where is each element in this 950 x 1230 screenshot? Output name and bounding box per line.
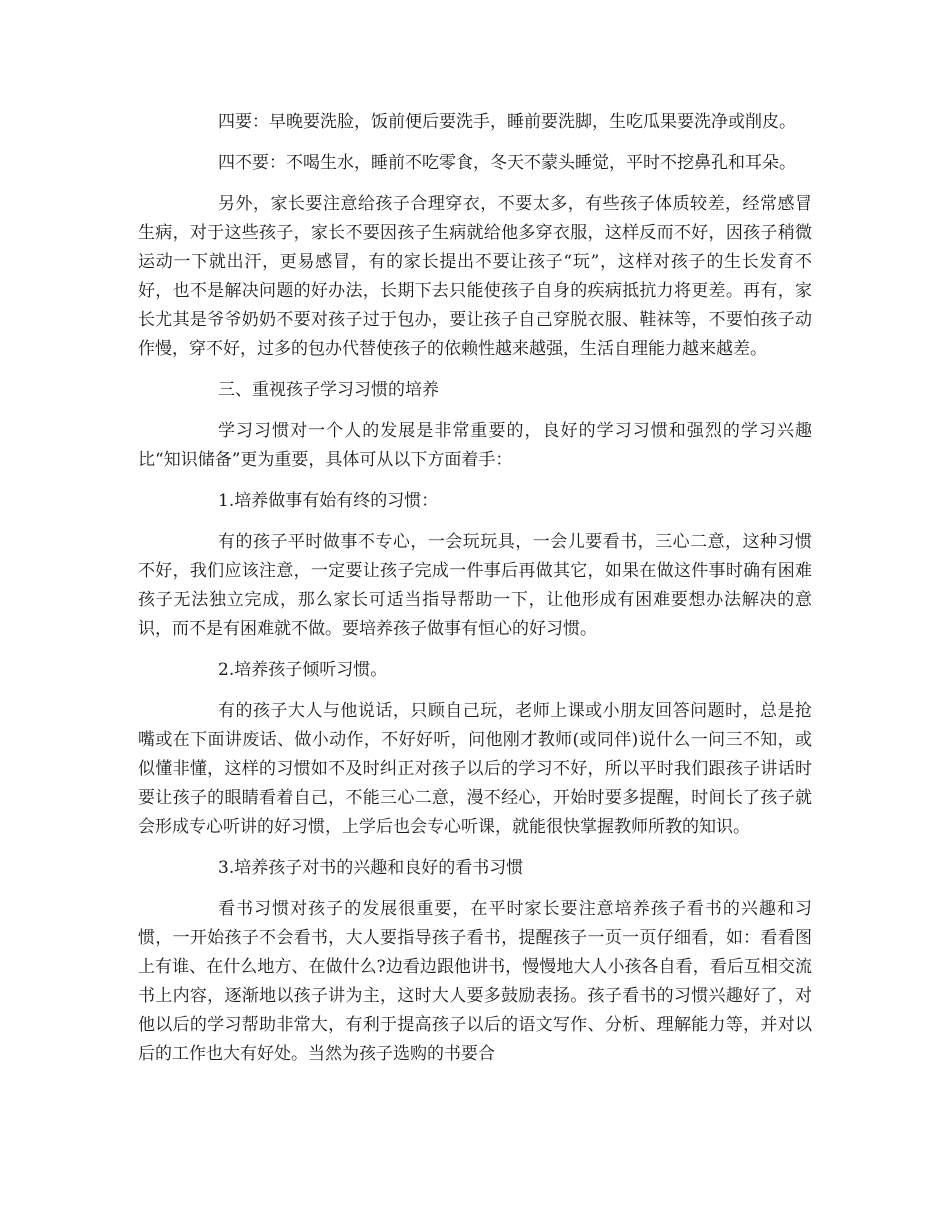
subheading-finish-tasks: 1.培养做事有始有终的习惯： (218, 491, 439, 511)
paragraph-four-dos: 四要：早晚要洗脸，饭前便后要洗手，睡前要洗脚，生吃瓜果要洗净或削皮。 (218, 112, 796, 132)
subheading-reading: 3.培养孩子对书的兴趣和良好的看书习惯 (218, 858, 524, 878)
paragraph-study-habits-intro: 学习习惯对一个人的发展是非常重要的，良好的学习习惯和强烈的学习兴趣比“知识储备”更为重要，具体可从以下方面着手： (138, 421, 812, 470)
paragraph-reading: 看书习惯对孩子的发展很重要，在平时家长要注意培养孩子看书的兴趣和习惯，一开始孩子不会看书，大人要指导孩子看书，提醒孩子一页一页仔细看，如：看看图上有谁、在什么地方、在做什么?边看边跟他讲书，慢慢地大人小孩各自看，看后互相交流书上内容，逐渐地以孩子讲为主，这时大人要多鼓励表扬。孩子看书的习惯兴趣好了，对他以后的学习帮助非常大，有利于提高孩子以后的语文写作、分析、理解能力等，并对以后的工作也大有好处。当然为孩子选购的书要合 (138, 899, 812, 1064)
paragraph-listening: 有的孩子大人与他说话，只顾自己玩，老师上课或小朋友回答问题时，总是抢嘴或在下面讲废话、做小动作，不好好听，问他刚才教师(或同伴)说什么一问三不知，或似懂非懂，这样的习惯如不及时纠正对孩子以后的学习不好，所以平时我们跟孩子讲话时要让孩子的眼睛看着自己，不能三心二意，漫不经心，开始时要多提醒，时间长了孩子就会形成专心听讲的好习惯，上学后也会专心听课，就能很快掌握教师所教的知识。 (138, 701, 812, 837)
paragraph-finish-tasks: 有的孩子平时做事不专心，一会玩玩具，一会儿要看书，三心二意，这种习惯不好，我们应该注意，一定要让孩子完成一件事后再做其它，如果在做这件事时确有困难孩子无法独立完成，那么家长可适当指导帮助一下，让他形成有困难要想办法解决的意识，而不是有困难就不做。要培养孩子做事有恒心的好习惯。 (138, 532, 812, 639)
paragraph-four-donts: 四不要：不喝生水，睡前不吃零食，冬天不蒙头睡觉，平时不挖鼻孔和耳朵。 (218, 153, 796, 173)
subheading-listening: 2.培养孩子倾听习惯。 (218, 660, 388, 680)
section-heading-study-habits: 三、重视孩子学习习惯的培养 (218, 380, 439, 400)
paragraph-clothing-advice: 另外，家长要注意给孩子合理穿衣，不要太多，有些孩子体质较差，经常感冒生病，对于这些孩子，家长不要因孩子生病就给他多穿衣服，这样反而不好，因孩子稍微运动一下就出汗，更易感冒，有的家长提出不要让孩子“玩”，这样对孩子的生长发育不好，也不是解决问题的好办法，长期下去只能使孩子自身的疾病抵抗力将更差。再有，家长尤其是爷爷奶奶不要对孩子过于包办，要让孩子自己穿脱衣服、鞋袜等，不要怕孩子动作慢，穿不好，过多的包办代替使孩子的依赖性越来越强，生活自理能力越来越差。 (138, 194, 812, 359)
document-body (138, 108, 812, 1081)
